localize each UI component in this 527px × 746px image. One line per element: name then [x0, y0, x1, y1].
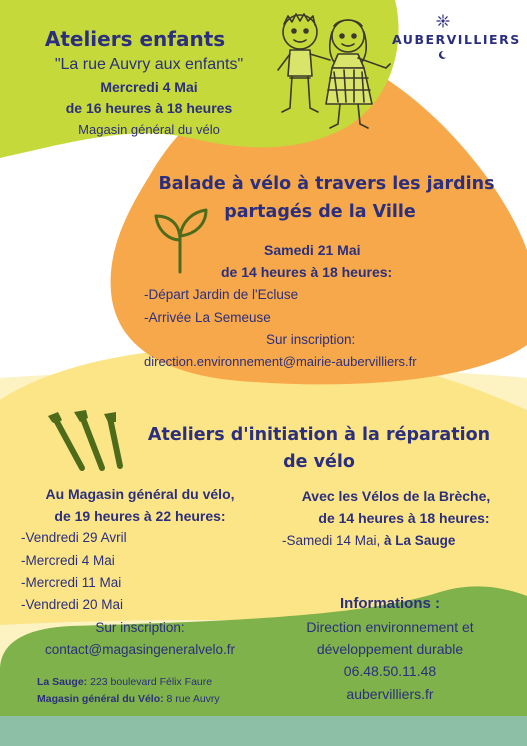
- section2-time: de 14 heures à 18 heures:: [221, 264, 393, 280]
- section1-place: Magasin général du vélo: [78, 122, 220, 137]
- left-heading-line1: Au Magasin général du vélo,: [45, 486, 235, 502]
- section2-email: direction.environnement@mairie-aubervilliers.fr: [144, 354, 417, 369]
- section1-date: Mercredi 4 Mai: [100, 79, 198, 95]
- address-magasin-label: Magasin général du Vélo:: [37, 693, 164, 705]
- aubervilliers-logo: [384, 14, 521, 64]
- section3-title-line1: Ateliers d'initiation à la réparation: [147, 425, 491, 445]
- sun-icon: [436, 14, 450, 28]
- section1-subtitle: "La rue Auvry aux enfants": [54, 56, 244, 73]
- left-signup: Sur inscription:: [95, 620, 185, 635]
- right-date-prefix: -Samedi 14 Mai,: [282, 533, 385, 548]
- section1-title: Ateliers enfants: [44, 27, 226, 51]
- left-date-3: -Mercredi 11 Mai: [21, 575, 122, 590]
- moon-icon: [437, 50, 447, 60]
- right-date-place: à La Sauge: [384, 533, 456, 548]
- info-line1: Direction environnement et: [306, 619, 474, 635]
- section2-title-line1: Balade à vélo à travers les jardins: [158, 174, 495, 194]
- section2-start: -Départ Jardin de l'Ecluse: [144, 287, 299, 302]
- section2-end: -Arrivée La Semeuse: [144, 310, 271, 325]
- right-date-line: [282, 533, 455, 549]
- section3-title-line2: de vélo: [283, 452, 355, 472]
- section1-time: de 16 heures à 18 heures: [65, 100, 233, 116]
- address-sauge: [37, 676, 212, 689]
- footer-bar: [0, 716, 527, 746]
- wrenches-icon: [46, 410, 128, 476]
- logo-wordmark: AUBERVILLIERS: [392, 32, 521, 47]
- left-date-2: -Mercredi 4 Mai: [21, 553, 115, 568]
- section2-date: Samedi 21 Mai: [264, 242, 361, 258]
- left-heading-line2: de 19 heures à 22 heures:: [54, 508, 226, 524]
- right-heading-line2: de 14 heures à 18 heures:: [318, 510, 490, 526]
- info-phone: 06.48.50.11.48: [343, 663, 437, 679]
- address-sauge-value: 223 boulevard Félix Faure: [87, 676, 213, 688]
- section2-signup: Sur inscription:: [266, 332, 356, 347]
- info-website: aubervilliers.fr: [346, 686, 434, 702]
- left-email: contact@magasingeneralvelo.fr: [44, 642, 236, 657]
- info-line2: développement durable: [316, 641, 464, 657]
- info-title: Informations :: [340, 595, 440, 612]
- left-date-1: -Vendredi 29 Avril: [21, 530, 127, 545]
- address-sauge-label: La Sauge:: [37, 676, 88, 688]
- address-magasin: [37, 693, 220, 706]
- left-date-4: -Vendredi 20 Mai: [21, 597, 124, 612]
- section2-title-line2: partagés de la Ville: [224, 202, 416, 222]
- right-heading-line1: Avec les Vélos de la Brèche,: [301, 488, 491, 504]
- address-magasin-value: 8 rue Auvry: [163, 693, 220, 705]
